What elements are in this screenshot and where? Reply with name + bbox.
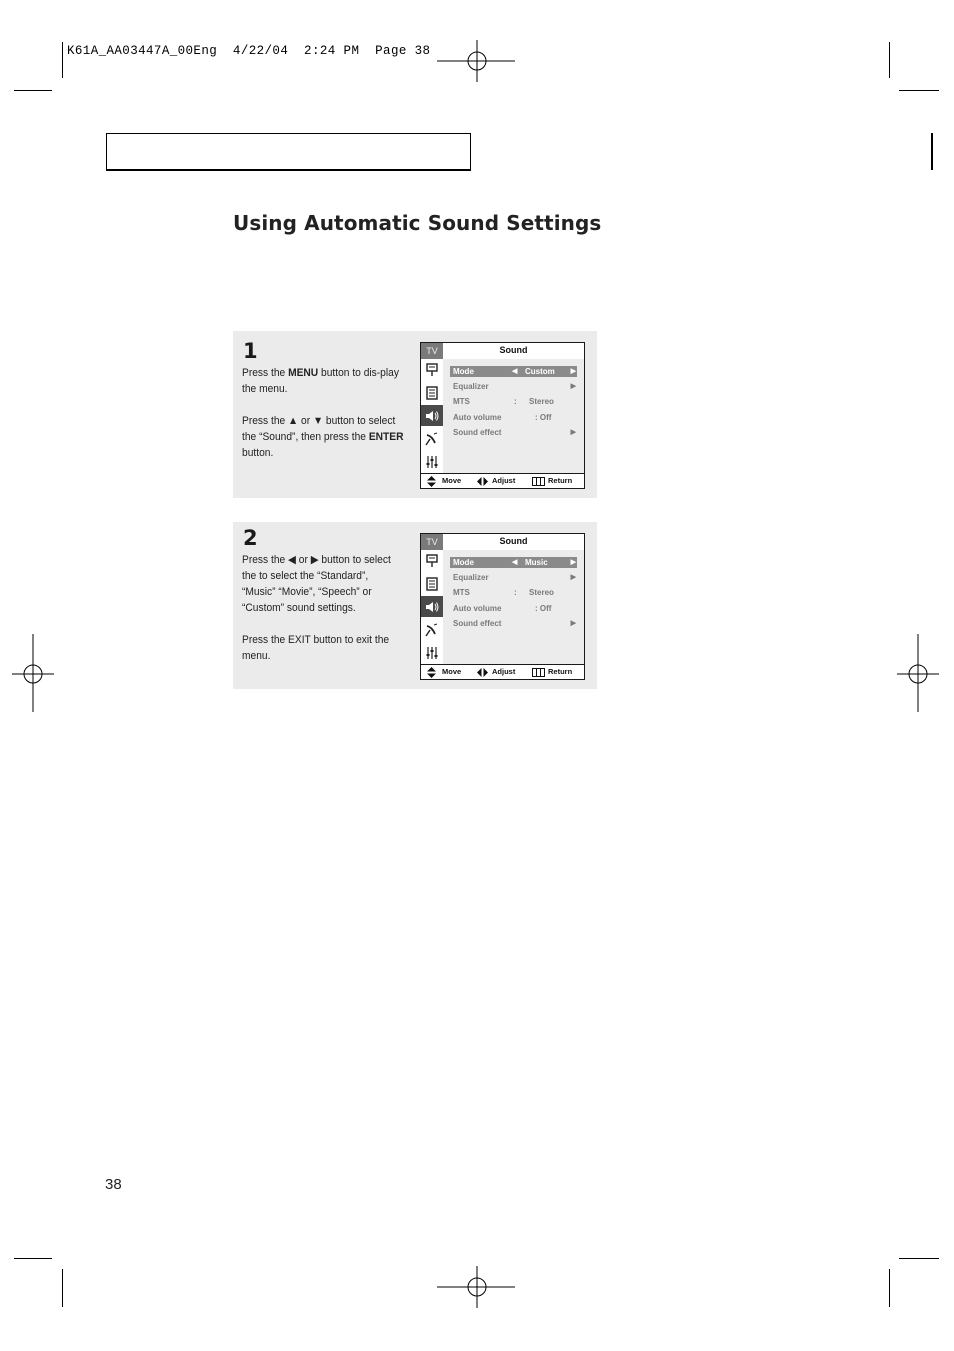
menu-return-icon <box>532 665 545 678</box>
triangle-right-icon: ▶ <box>570 429 576 436</box>
menu-item-equalizer[interactable]: Equalizer ▶ <box>453 382 576 391</box>
registration-mark-icon <box>437 1266 517 1310</box>
registration-mark-icon <box>437 40 517 84</box>
triangle-left-icon: ◀ <box>512 559 518 566</box>
osd-sound-menu <box>420 533 585 680</box>
picture-icon <box>421 359 443 380</box>
osd-footer <box>421 664 584 679</box>
footer-return-label: Return <box>548 476 573 485</box>
menu-item-mode[interactable]: Mode ◀ Music ▶ <box>450 557 577 568</box>
tv-label: TV <box>421 343 443 359</box>
osd-sound-menu <box>420 342 585 489</box>
step-instructions <box>242 365 404 477</box>
antenna-icon <box>421 619 443 640</box>
registration-mark-icon <box>897 634 941 714</box>
section-header-box <box>106 133 471 171</box>
tv-label: TV <box>421 534 443 550</box>
osd-footer <box>421 473 584 488</box>
up-down-arrow-icon <box>427 665 436 678</box>
print-slug: K61A_AA03447A_00Eng 4/22/04 2:24 PM Page 38 <box>67 44 431 58</box>
menu-item-mts[interactable]: MTS : Stereo <box>453 397 554 406</box>
osd-side-menu <box>421 343 443 473</box>
setup-icon <box>421 451 443 472</box>
menu-item-mode[interactable]: Mode ◀ Custom ▶ <box>450 366 577 377</box>
osd-side-menu <box>421 534 443 664</box>
menu-item-mts[interactable]: MTS : Stereo <box>453 588 554 597</box>
step-panel-1 <box>233 331 597 498</box>
instruction-paragraph: Press the EXIT button to exit the menu. <box>242 634 390 662</box>
channel-icon <box>421 382 443 403</box>
step-panel-2 <box>233 522 597 689</box>
menu-item-sound-effect[interactable]: Sound effect ▶ <box>453 428 576 437</box>
instruction-paragraph: Press the MENU button to dis-play the menu. <box>242 367 399 395</box>
osd-menu-panel <box>443 359 584 473</box>
triangle-right-icon: ▶ <box>570 368 576 375</box>
menu-item-auto-volume[interactable]: Auto volume : Off <box>453 413 552 422</box>
sound-icon <box>421 405 443 426</box>
menu-item-equalizer[interactable]: Equalizer ▶ <box>453 573 576 582</box>
footer-return-label: Return <box>548 667 573 676</box>
page-title: Using Automatic Sound Settings <box>233 211 602 235</box>
footer-adjust-label: Adjust <box>492 476 516 485</box>
menu-item-auto-volume[interactable]: Auto volume : Off <box>453 604 552 613</box>
antenna-icon <box>421 428 443 449</box>
instruction-paragraph: Press the ▲ or ▼ button to select the “Sound”, then press the ENTER button. <box>242 415 404 459</box>
triangle-right-icon: ▶ <box>570 559 576 566</box>
osd-title: Sound <box>499 345 528 355</box>
triangle-right-icon: ▶ <box>570 574 576 581</box>
menu-return-icon <box>532 474 545 487</box>
channel-icon <box>421 573 443 594</box>
setup-icon <box>421 642 443 663</box>
footer-adjust-label: Adjust <box>492 667 516 676</box>
instruction-paragraph: Press the ◀ or ▶ button to select the to select the “Standard”, “Music” “Movie”, “Speech” or “Custom” sound settings. <box>242 554 391 614</box>
up-down-arrow-icon <box>427 474 436 487</box>
triangle-left-icon: ◀ <box>512 368 518 375</box>
footer-move-label: Move <box>442 476 462 485</box>
page-number: 38 <box>105 1176 122 1193</box>
footer-move-label: Move <box>442 667 462 676</box>
osd-menu-panel <box>443 550 584 664</box>
step-number: 2 <box>243 526 258 550</box>
menu-item-sound-effect[interactable]: Sound effect ▶ <box>453 619 576 628</box>
step-instructions <box>242 552 404 680</box>
step-number: 1 <box>243 339 258 363</box>
triangle-right-icon: ▶ <box>570 620 576 627</box>
picture-icon <box>421 550 443 571</box>
sound-icon <box>421 596 443 617</box>
osd-title: Sound <box>499 536 528 546</box>
left-right-arrow-icon <box>477 474 488 487</box>
triangle-right-icon: ▶ <box>570 383 576 390</box>
registration-mark-icon <box>12 634 56 714</box>
left-right-arrow-icon <box>477 665 488 678</box>
